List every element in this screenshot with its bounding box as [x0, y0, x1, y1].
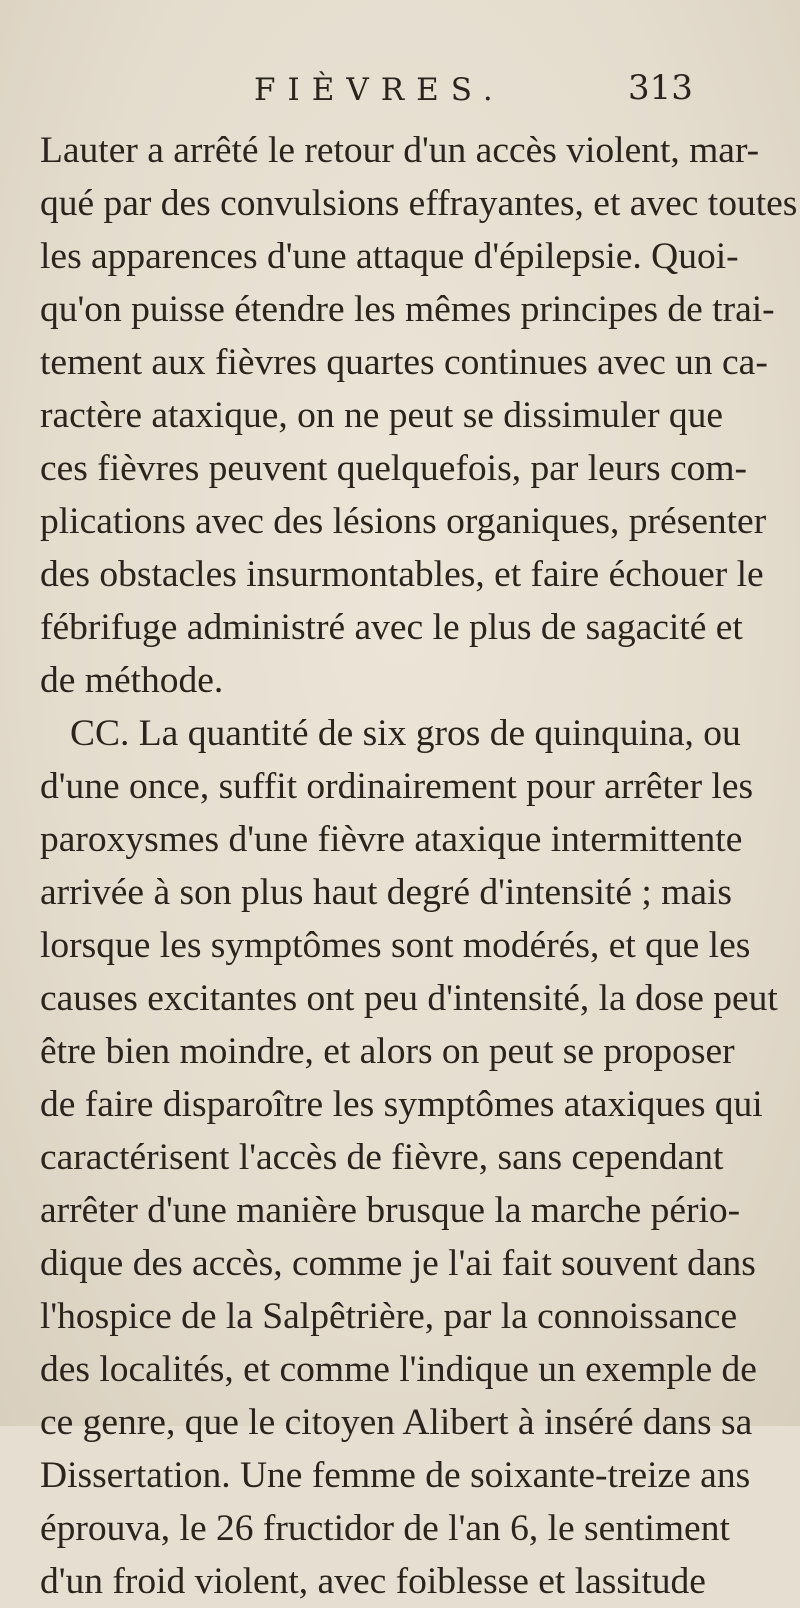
page-number: 313 [628, 68, 693, 108]
text-line: de faire disparoître les symptômes ataxiques qui [40, 1084, 763, 1125]
text-line: ces fièvres peuvent quelquefois, par leurs com- [40, 448, 748, 489]
text-line: qué par des convulsions effrayantes, et avec toutes [40, 183, 798, 224]
body-text [40, 124, 798, 1608]
page-header [0, 68, 800, 122]
text-line: de méthode. [40, 660, 224, 701]
text-line: Dissertation. Une femme de soixante-treize ans [40, 1455, 751, 1496]
text-line: être bien moindre, et alors on peut se proposer [40, 1031, 735, 1072]
text-line: arrivée à son plus haut degré d'intensité ; mais [40, 872, 732, 913]
text-line: arrêter d'une manière brusque la marche pério- [40, 1190, 741, 1231]
text-line: ractère ataxique, on ne peut se dissimuler que [40, 395, 724, 436]
text-line: lorsque les symptômes sont modérés, et que les [40, 925, 751, 966]
text-line: paroxysmes d'une fièvre ataxique intermittente [40, 819, 743, 860]
text-line: l'hospice de la Salpêtrière, par la connoissance [40, 1296, 738, 1337]
text-line: fébrifuge administré avec le plus de sagacité et [40, 607, 743, 648]
text-line: causes excitantes ont peu d'intensité, la dose peut [40, 978, 778, 1019]
running-head: FIÈVRES. [254, 72, 505, 108]
text-line: ce genre, que le citoyen Alibert à inséré dans sa [40, 1402, 753, 1443]
text-line: plications avec des lésions organiques, présenter [40, 501, 767, 542]
text-line: tement aux fièvres quartes continues avec un ca- [40, 342, 768, 383]
text-line: des localités, et comme l'indique un exemple de [40, 1349, 757, 1390]
text-line: Lauter a arrêté le retour d'un accès violent, mar- [40, 130, 760, 171]
text-line: d'une once, suffit ordinairement pour arrêter les [40, 766, 754, 807]
text-line: les apparences d'une attaque d'épilepsie. Quoi- [40, 236, 739, 277]
text-line: dique des accès, comme je l'ai fait souvent dans [40, 1243, 756, 1284]
text-line: caractérisent l'accès de fièvre, sans cependant [40, 1137, 724, 1178]
text-line: des obstacles insurmontables, et faire échouer le [40, 554, 764, 595]
text-line: d'un froid violent, avec foiblesse et lassitude [40, 1561, 706, 1602]
text-line: éprouva, le 26 fructidor de l'an 6, le sentiment [40, 1508, 730, 1549]
paragraph-start-line: CC. La quantité de six gros de quinquina, ou [70, 713, 741, 754]
text-line: qu'on puisse étendre les mêmes principes de trai- [40, 289, 775, 330]
